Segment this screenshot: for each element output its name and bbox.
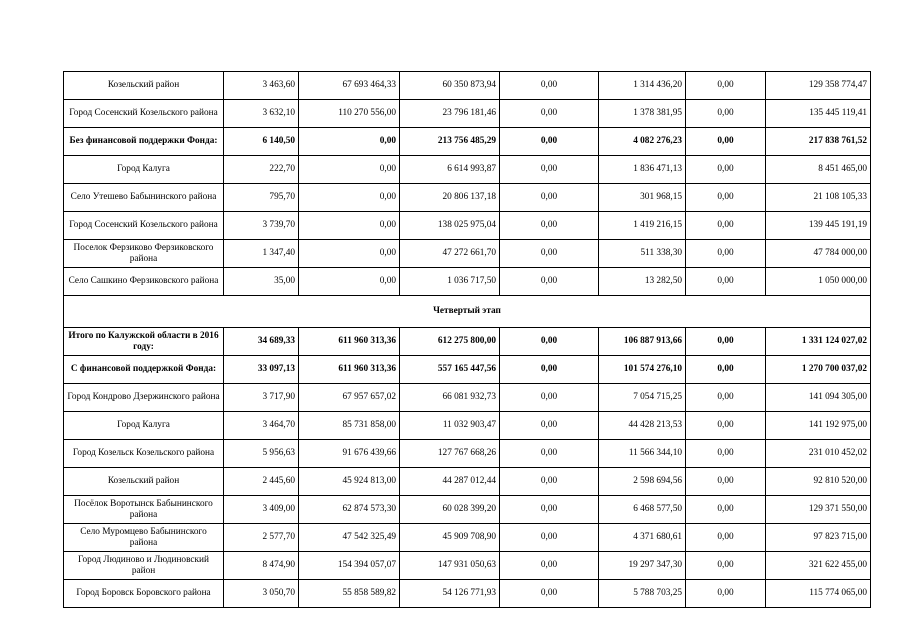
value-cell-col-2: 62 874 573,30 (299, 496, 400, 524)
value-cell-col-7: 8 451 465,00 (766, 156, 871, 184)
row-name-cell: Город Кондрово Дзержинского района (64, 384, 224, 412)
value-cell-col-7: 141 094 305,00 (766, 384, 871, 412)
value-cell-col-1: 3 632,10 (224, 100, 299, 128)
value-cell-col-1: 3 739,70 (224, 212, 299, 240)
value-cell-col-1: 35,00 (224, 268, 299, 296)
value-cell-col-6: 0,00 (686, 524, 766, 552)
value-cell-col-7: 115 774 065,00 (766, 580, 871, 608)
value-cell-col-2: 67 693 464,33 (299, 72, 400, 100)
value-cell-col-3: 11 032 903,47 (400, 412, 500, 440)
value-cell-col-3: 60 350 873,94 (400, 72, 500, 100)
value-cell-col-6: 0,00 (686, 328, 766, 356)
row-name-cell: Итого по Калужской области в 2016 году: (64, 328, 224, 356)
value-cell-col-5: 1 419 216,15 (599, 212, 686, 240)
value-cell-col-2: 85 731 858,00 (299, 412, 400, 440)
table-row (64, 212, 871, 240)
table-row (64, 100, 871, 128)
table-row (64, 496, 871, 524)
value-cell-col-1: 222,70 (224, 156, 299, 184)
value-cell-col-3: 44 287 012,44 (400, 468, 500, 496)
row-name-cell: Город Людиново и Людиновский район (64, 552, 224, 580)
value-cell-col-3: 20 806 137,18 (400, 184, 500, 212)
value-cell-col-3: 66 081 932,73 (400, 384, 500, 412)
row-name-cell: Город Козельск Козельского района (64, 440, 224, 468)
value-cell-col-2: 0,00 (299, 240, 400, 268)
value-cell-col-4: 0,00 (500, 468, 599, 496)
row-name-cell: С финансовой поддержкой Фонда: (64, 356, 224, 384)
value-cell-col-1: 33 097,13 (224, 356, 299, 384)
value-cell-col-5: 4 371 680,61 (599, 524, 686, 552)
table-row (64, 156, 871, 184)
stage-title: Четвертый этап (64, 296, 871, 328)
value-cell-col-5: 13 282,50 (599, 268, 686, 296)
value-cell-col-4: 0,00 (500, 268, 599, 296)
value-cell-col-2: 0,00 (299, 184, 400, 212)
value-cell-col-4: 0,00 (500, 100, 599, 128)
row-name-cell: Козельский район (64, 468, 224, 496)
value-cell-col-5: 511 338,30 (599, 240, 686, 268)
value-cell-col-5: 101 574 276,10 (599, 356, 686, 384)
funding-table (63, 71, 871, 608)
stage-header-row (64, 296, 871, 328)
value-cell-col-6: 0,00 (686, 184, 766, 212)
value-cell-col-6: 0,00 (686, 356, 766, 384)
value-cell-col-4: 0,00 (500, 156, 599, 184)
value-cell-col-2: 67 957 657,02 (299, 384, 400, 412)
value-cell-col-7: 129 358 774,47 (766, 72, 871, 100)
value-cell-col-6: 0,00 (686, 552, 766, 580)
value-cell-col-6: 0,00 (686, 72, 766, 100)
value-cell-col-6: 0,00 (686, 212, 766, 240)
table-summary-row (64, 128, 871, 156)
value-cell-col-7: 141 192 975,00 (766, 412, 871, 440)
value-cell-col-4: 0,00 (500, 240, 599, 268)
value-cell-col-7: 139 445 191,19 (766, 212, 871, 240)
row-name-cell: Город Сосенский Козельского района (64, 100, 224, 128)
value-cell-col-6: 0,00 (686, 440, 766, 468)
value-cell-col-2: 55 858 589,82 (299, 580, 400, 608)
value-cell-col-7: 1 270 700 037,02 (766, 356, 871, 384)
value-cell-col-2: 611 960 313,36 (299, 328, 400, 356)
value-cell-col-5: 106 887 913,66 (599, 328, 686, 356)
table-row (64, 440, 871, 468)
value-cell-col-7: 92 810 520,00 (766, 468, 871, 496)
row-name-cell: Поселок Ферзиково Ферзиковского района (64, 240, 224, 268)
value-cell-col-5: 301 968,15 (599, 184, 686, 212)
value-cell-col-6: 0,00 (686, 268, 766, 296)
value-cell-col-7: 135 445 119,41 (766, 100, 871, 128)
row-name-cell: Село Муромцево Бабынинского района (64, 524, 224, 552)
value-cell-col-3: 127 767 668,26 (400, 440, 500, 468)
value-cell-col-1: 3 464,70 (224, 412, 299, 440)
value-cell-col-5: 11 566 344,10 (599, 440, 686, 468)
value-cell-col-7: 231 010 452,02 (766, 440, 871, 468)
value-cell-col-6: 0,00 (686, 384, 766, 412)
value-cell-col-1: 3 463,60 (224, 72, 299, 100)
value-cell-col-3: 45 909 708,90 (400, 524, 500, 552)
table-body (64, 72, 871, 608)
value-cell-col-4: 0,00 (500, 580, 599, 608)
value-cell-col-3: 1 036 717,50 (400, 268, 500, 296)
value-cell-col-4: 0,00 (500, 384, 599, 412)
value-cell-col-3: 213 756 485,29 (400, 128, 500, 156)
value-cell-col-6: 0,00 (686, 412, 766, 440)
value-cell-col-4: 0,00 (500, 524, 599, 552)
value-cell-col-7: 47 784 000,00 (766, 240, 871, 268)
value-cell-col-4: 0,00 (500, 212, 599, 240)
value-cell-col-3: 6 614 993,87 (400, 156, 500, 184)
value-cell-col-2: 47 542 325,49 (299, 524, 400, 552)
row-name-cell: Посёлок Воротынск Бабынинского района (64, 496, 224, 524)
value-cell-col-4: 0,00 (500, 328, 599, 356)
row-name-cell: Село Утешево Бабынинского района (64, 184, 224, 212)
value-cell-col-1: 8 474,90 (224, 552, 299, 580)
row-name-cell: Город Боровск Боровского района (64, 580, 224, 608)
value-cell-col-3: 138 025 975,04 (400, 212, 500, 240)
value-cell-col-2: 0,00 (299, 128, 400, 156)
value-cell-col-7: 97 823 715,00 (766, 524, 871, 552)
table-row (64, 552, 871, 580)
value-cell-col-1: 34 689,33 (224, 328, 299, 356)
value-cell-col-5: 5 788 703,25 (599, 580, 686, 608)
value-cell-col-1: 795,70 (224, 184, 299, 212)
value-cell-col-1: 6 140,50 (224, 128, 299, 156)
value-cell-col-4: 0,00 (500, 496, 599, 524)
value-cell-col-2: 91 676 439,66 (299, 440, 400, 468)
value-cell-col-5: 1 314 436,20 (599, 72, 686, 100)
row-name-cell: Село Сашкино Ферзиковского района (64, 268, 224, 296)
value-cell-col-7: 129 371 550,00 (766, 496, 871, 524)
value-cell-col-1: 1 347,40 (224, 240, 299, 268)
value-cell-col-5: 44 428 213,53 (599, 412, 686, 440)
table-row (64, 72, 871, 100)
value-cell-col-6: 0,00 (686, 468, 766, 496)
table-row (64, 468, 871, 496)
value-cell-col-1: 5 956,63 (224, 440, 299, 468)
value-cell-col-7: 217 838 761,52 (766, 128, 871, 156)
value-cell-col-3: 54 126 771,93 (400, 580, 500, 608)
value-cell-col-1: 2 445,60 (224, 468, 299, 496)
value-cell-col-2: 611 960 313,36 (299, 356, 400, 384)
value-cell-col-7: 21 108 105,33 (766, 184, 871, 212)
row-name-cell: Город Калуга (64, 156, 224, 184)
table-summary-row (64, 328, 871, 356)
value-cell-col-2: 0,00 (299, 212, 400, 240)
table-row (64, 524, 871, 552)
row-name-cell: Город Сосенский Козельского района (64, 212, 224, 240)
value-cell-col-5: 1 836 471,13 (599, 156, 686, 184)
value-cell-col-4: 0,00 (500, 412, 599, 440)
value-cell-col-3: 147 931 050,63 (400, 552, 500, 580)
value-cell-col-2: 45 924 813,00 (299, 468, 400, 496)
table-row (64, 184, 871, 212)
value-cell-col-2: 0,00 (299, 268, 400, 296)
value-cell-col-6: 0,00 (686, 128, 766, 156)
value-cell-col-1: 3 050,70 (224, 580, 299, 608)
value-cell-col-3: 557 165 447,56 (400, 356, 500, 384)
value-cell-col-1: 2 577,70 (224, 524, 299, 552)
value-cell-col-3: 612 275 800,00 (400, 328, 500, 356)
table-summary-row (64, 356, 871, 384)
value-cell-col-2: 154 394 057,07 (299, 552, 400, 580)
value-cell-col-6: 0,00 (686, 580, 766, 608)
value-cell-col-5: 2 598 694,56 (599, 468, 686, 496)
value-cell-col-2: 110 270 556,00 (299, 100, 400, 128)
value-cell-col-5: 6 468 577,50 (599, 496, 686, 524)
table-row (64, 240, 871, 268)
value-cell-col-1: 3 717,90 (224, 384, 299, 412)
value-cell-col-7: 1 050 000,00 (766, 268, 871, 296)
value-cell-col-5: 7 054 715,25 (599, 384, 686, 412)
value-cell-col-4: 0,00 (500, 552, 599, 580)
value-cell-col-5: 19 297 347,30 (599, 552, 686, 580)
value-cell-col-7: 321 622 455,00 (766, 552, 871, 580)
value-cell-col-4: 0,00 (500, 356, 599, 384)
value-cell-col-3: 60 028 399,20 (400, 496, 500, 524)
row-name-cell: Город Калуга (64, 412, 224, 440)
value-cell-col-3: 23 796 181,46 (400, 100, 500, 128)
value-cell-col-1: 3 409,00 (224, 496, 299, 524)
table-row (64, 412, 871, 440)
value-cell-col-2: 0,00 (299, 156, 400, 184)
value-cell-col-4: 0,00 (500, 72, 599, 100)
value-cell-col-6: 0,00 (686, 156, 766, 184)
value-cell-col-4: 0,00 (500, 128, 599, 156)
value-cell-col-3: 47 272 661,70 (400, 240, 500, 268)
value-cell-col-4: 0,00 (500, 184, 599, 212)
value-cell-col-4: 0,00 (500, 440, 599, 468)
table-row (64, 384, 871, 412)
value-cell-col-6: 0,00 (686, 100, 766, 128)
value-cell-col-7: 1 331 124 027,02 (766, 328, 871, 356)
row-name-cell: Без финансовой поддержки Фонда: (64, 128, 224, 156)
table-row (64, 268, 871, 296)
value-cell-col-6: 0,00 (686, 496, 766, 524)
value-cell-col-5: 4 082 276,23 (599, 128, 686, 156)
table-row (64, 580, 871, 608)
value-cell-col-5: 1 378 381,95 (599, 100, 686, 128)
row-name-cell: Козельский район (64, 72, 224, 100)
value-cell-col-6: 0,00 (686, 240, 766, 268)
